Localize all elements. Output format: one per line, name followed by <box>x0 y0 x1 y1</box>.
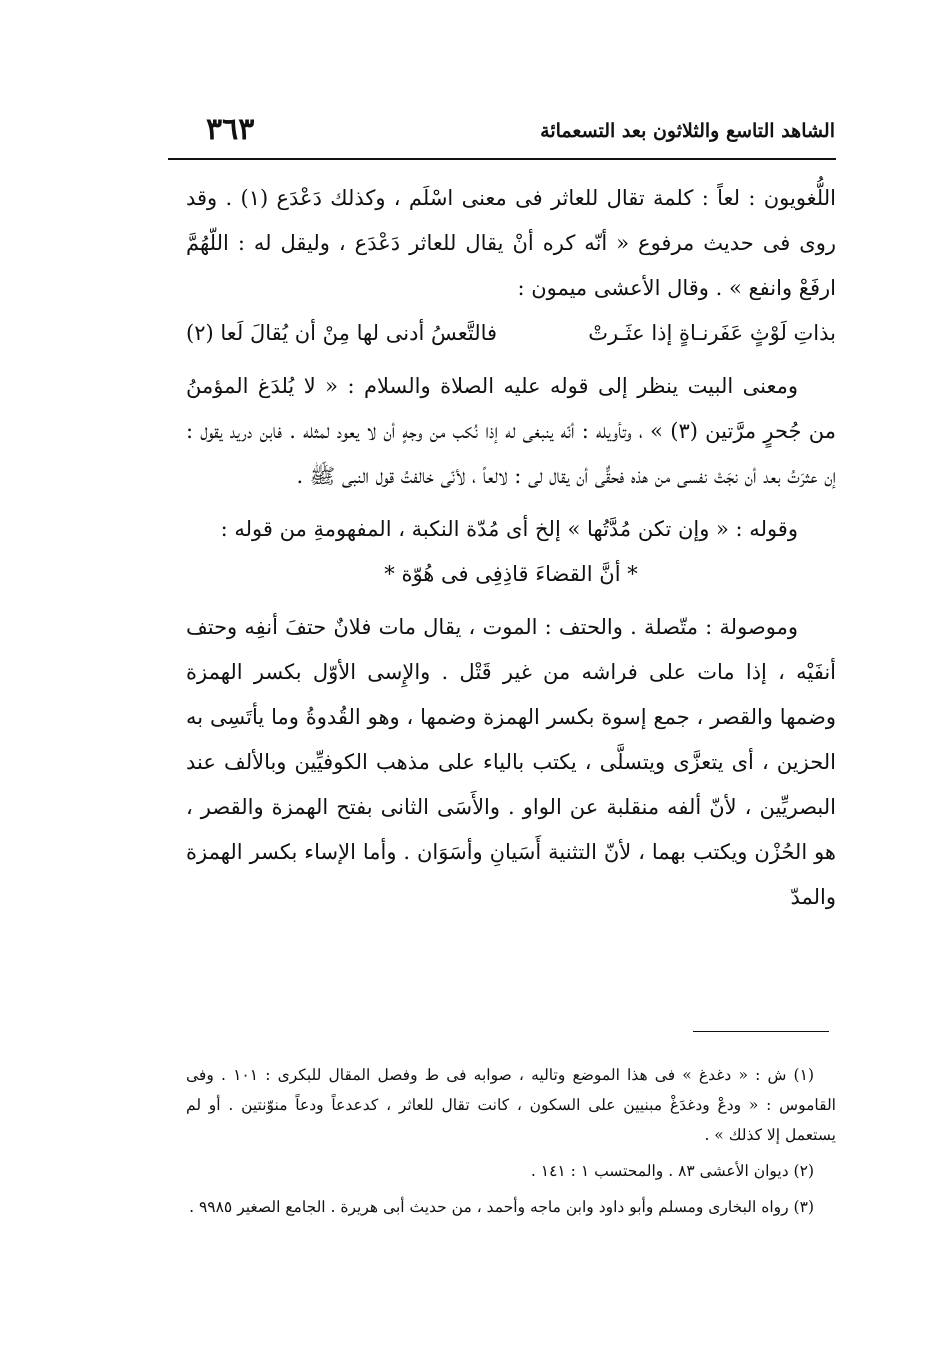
paragraph-4: وموصولة : متّصلة . والحتف : الموت ، يقال مات فلانٌ حتفَ أنفِه وحتف أنفَيْه ، إذا مات على فراشه من غير قَتْل . والإِسى الأوّل بكسر الهمزة وضمها والقصر ، جمع إسوة بكسر الهمزة وضمها ، وهو القُدوةُ وما يأتَسِى به الحزين ، أى يتعزَّى ويتسلَّى ، يكتب بالياء على مذهب الكوفيِّين وبالألف عند البصريِّين ، لأنّ ألفه منقلبة عن الواو . والأَسَى الثانى بفتح الهمزة والقصر ، هو الحُزْن ويكتب بهما ، لأنّ التثنية أَسَيانِ وأسَوَان . وأما الإساء بكسر الهمزة والمدّ <box>186 615 836 909</box>
verse-1-first-hemistich: بذاتِ لَوْثٍ عَفَرنـاةٍ إذا عثَـرتْ <box>588 321 836 345</box>
footnote-2: (٢) ديوان الأعشى ٨٣ . والمحتسب ١ : ١٤١ . <box>530 1162 814 1180</box>
verse-1-second-hemistich: فالتَّعسُ أدنى لها مِنْ أن يُقالَ لَعا (٢) <box>186 321 498 345</box>
verse-1 <box>186 311 836 356</box>
footnote-rule <box>693 1031 829 1032</box>
header-rule <box>168 158 836 160</box>
paragraph-2: ومعنى البيت ينظر إلى قوله عليه الصلاة والسلام : « لا يُلدَغ المؤمنُ من جُحرٍ مرَّتين (٣) » ، وتأويله : أنّه ينبغى له إذا نُكب من وجهٍ أن لا يعود لمثله . فابن دريد يقول : إن عثرَتُ بعد أن نجَتْ نفسى من هذه فحقٌّى أن يقال لى : لالعاً ، لأنّى خالفتُ قول النبى ﷺ . <box>186 374 836 488</box>
footnote-1: (١) ش : « دغدغ » فى هذا الموضع وتاليه ، صوابه فى ط وفصل المقال للبكرى : ١٠١ . وفى القاموس : « ودعْ ودغدَغْ مبنيين على السكون ، كانت تقال للعاثر ، كدعدعاً ودعاً منوّنتين . أو لم يستعمل إلا كذلك » . <box>186 1066 836 1144</box>
running-head: الشاهد التاسع والثلاثون بعد التسعمائة <box>540 120 835 142</box>
paragraph-3: وقوله : « وإن تكن مُدَّتُها » إلخ أى مُدّة النكبة ، المفهومةِ من قوله : <box>220 517 798 541</box>
verse-2: * أنَّ القضاءَ قاذِفِى فى هُوّة * <box>384 562 638 586</box>
page-header <box>170 112 835 158</box>
footnote-3: (٣) رواه البخارى ومسلم وأبو داود وابن ماجه وأحمد ، من حديث أبى هريرة . الجامع الصغير ٩٩٨٥ . <box>189 1198 814 1216</box>
paragraph-1: اللُّغويون : لعاً : كلمة تقال للعاثر فى معنى اسْلَم ، وكذلك دَعْدَع (١) . وقد روى فى حديث مرفوع « أنّه كره أنْ يقال للعاثر دَعْدَع ، وليقل له : اللّهُمَّ ارفَعْ وانفع » . وقال الأعشى ميمون : <box>186 186 836 300</box>
page-number: ٣٦٣ <box>206 112 255 147</box>
footnotes <box>186 1060 836 1228</box>
main-text <box>186 176 836 920</box>
